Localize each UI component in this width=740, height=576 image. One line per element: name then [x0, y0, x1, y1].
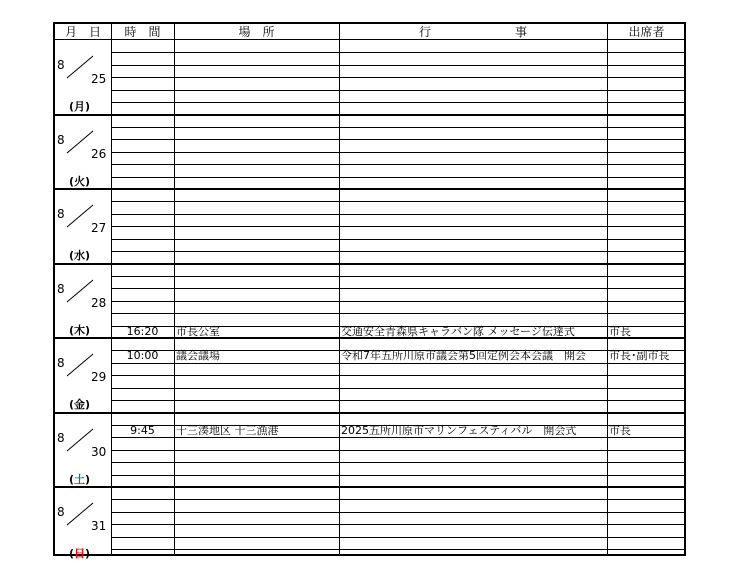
date-month: 8: [57, 356, 65, 370]
date-month: 8: [57, 207, 65, 221]
slot-line: [111, 388, 684, 389]
slot-line: [111, 375, 684, 376]
date-day: 25: [91, 72, 107, 86]
entry-place: 市長公室: [176, 324, 220, 338]
slot-line: [111, 313, 684, 314]
slot-line: [111, 537, 684, 538]
day-of-week-kanji: 金: [74, 398, 86, 411]
day-separator: [55, 263, 684, 265]
slot-line: [111, 288, 684, 289]
slot-line: [111, 164, 684, 165]
header-event: 行 事: [339, 24, 607, 40]
header-attendee: 出席者: [607, 24, 686, 40]
day-separator: [55, 486, 684, 488]
slot-line: [111, 549, 684, 550]
day-of-week: (日): [69, 547, 91, 560]
day-of-week-kanji: 月: [74, 100, 86, 113]
header-place: 場 所: [174, 24, 339, 40]
day-of-week: (火): [69, 174, 91, 188]
entry-attendee: 市長: [609, 423, 631, 437]
entry-time: 16:20: [126, 324, 159, 338]
day-separator: [55, 114, 684, 116]
slot-line: [111, 524, 684, 525]
entry-time: 9:45: [130, 423, 155, 437]
day-of-week: (金): [69, 398, 91, 411]
slot-line: [111, 512, 684, 513]
date-day: 27: [91, 221, 107, 235]
day-separator: [55, 412, 684, 414]
day-of-week-kanji: 土: [74, 472, 86, 486]
day-of-week-kanji: 火: [74, 174, 86, 188]
date-month: 8: [57, 505, 65, 519]
slot-line: [111, 52, 684, 53]
day-of-week: (木): [69, 323, 91, 337]
slot-line: [111, 239, 684, 240]
slot-line: [111, 102, 684, 103]
slot-line: [111, 127, 684, 128]
date-day: 28: [91, 295, 107, 310]
schedule-table: [53, 22, 686, 560]
slot-line: [111, 139, 684, 140]
date-day: 30: [91, 444, 107, 459]
entry-event: 令和7年五所川原市議会第5回定例会本会議 開会: [341, 349, 586, 363]
entry-attendee: 市長: [609, 324, 631, 338]
day-of-week-kanji: 日: [74, 547, 86, 560]
slot-line: [111, 214, 684, 215]
date-month: 8: [57, 281, 65, 296]
entry-place: 十三湊地区 十三漁港: [176, 423, 279, 437]
date-month: 8: [57, 430, 65, 445]
slot-line: [111, 226, 684, 227]
slot-line: [111, 152, 684, 153]
slot-line: [111, 251, 684, 252]
date-month: 8: [57, 132, 65, 147]
date-day: 29: [91, 370, 107, 384]
slot-line: [111, 65, 684, 66]
date-day: 31: [91, 519, 107, 533]
entry-event: 2025五所川原市マリンフェスティバル 開会式: [341, 423, 577, 437]
slot-line: [111, 499, 684, 500]
slot-line: [111, 450, 684, 451]
day-of-week: (水): [69, 249, 91, 262]
slot-line: [111, 462, 684, 463]
header-date: 月 日: [55, 24, 111, 40]
entry-event: 交通安全青森県キャラバン隊 メッセージ伝達式: [341, 324, 575, 338]
slot-line: [111, 276, 684, 277]
slot-line: [111, 475, 684, 476]
slot-line: [111, 177, 684, 178]
slot-line: [111, 400, 684, 401]
date-day: 26: [91, 146, 107, 161]
day-of-week-kanji: 水: [74, 249, 86, 262]
entry-attendee: 市長･副市長: [609, 349, 670, 363]
day-of-week: (土): [69, 472, 91, 486]
entry-time: 10:00: [126, 349, 159, 363]
day-separator: [55, 188, 684, 190]
slot-line: [111, 301, 684, 302]
date-month: 8: [57, 58, 65, 72]
slot-line: [111, 90, 684, 91]
entry-place: 議会議場: [176, 349, 220, 363]
slot-line: [111, 77, 684, 78]
day-of-week-kanji: 木: [74, 323, 86, 337]
header-time: 時 間: [111, 24, 174, 40]
day-of-week: (月): [69, 100, 91, 113]
slot-line: [111, 201, 684, 202]
